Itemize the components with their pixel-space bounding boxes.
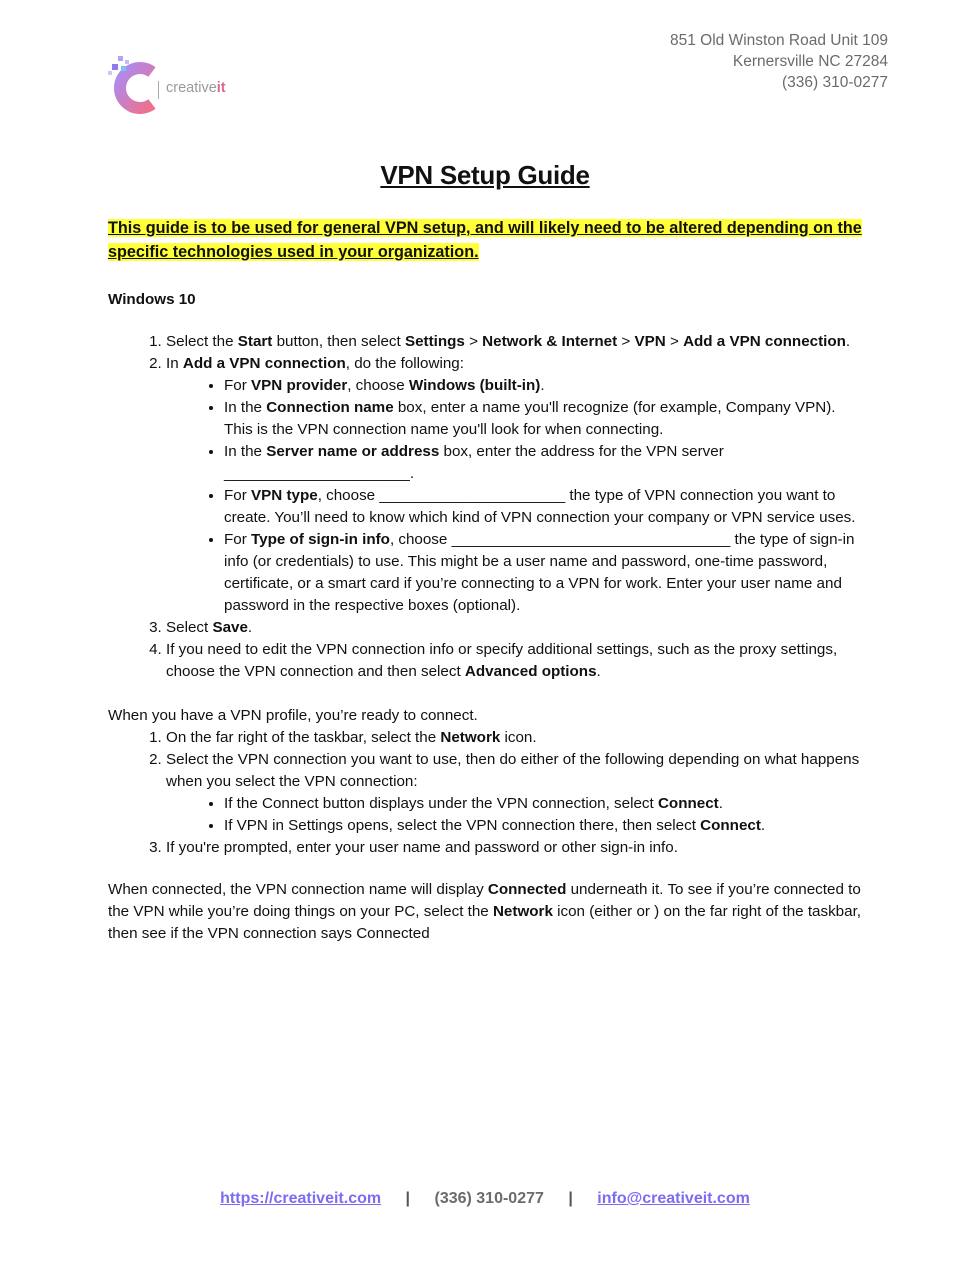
address-line-1: 851 Old Winston Road Unit 109 — [670, 32, 888, 49]
address-line-2: Kernersville NC 27284 — [732, 53, 888, 70]
website-link[interactable]: https://creativeit.com — [220, 1190, 382, 1207]
page-footer — [0, 1190, 970, 1208]
address-phone: (336) 310-0277 — [782, 74, 888, 91]
footer-separator: | — [568, 1190, 573, 1207]
connect-steps-list — [108, 727, 868, 859]
logo-wordmark: creativeit — [166, 80, 226, 96]
vpn-settings-bullets — [166, 375, 868, 617]
list-item: 1. Select the Start button, then select Settings > Network & Internet > VPN > Add a VPN connection. — [166, 331, 868, 353]
list-item: 2. Select the VPN connection you want to use, then do either of the following depending on what happens when you select the VPN connection: • If the Connect button displays under the VPN connection, select Connect. • If VPN in Settings opens, select the VPN connection there, then select Connect. — [166, 749, 868, 837]
list-item: 3. Select Save. — [166, 617, 868, 639]
list-item: • For VPN type, choose ______________________ the type of VPN connection you want to create. You’ll need to know which kind of VPN connection your company or VPN service uses. — [224, 485, 868, 529]
list-item: • For Type of sign-in info, choose _________________________________ the type of sign-in info (or credentials) to use. This might be a user name and password, one-time password, certificate, or a smart card if you’re connecting to a VPN for work. Enter your user name and password in the respective boxes (optional). — [224, 529, 868, 617]
page-title: VPN Setup Guide — [380, 160, 590, 190]
list-item: • For VPN provider, choose Windows (built-in). — [224, 375, 868, 397]
connect-intro: When you have a VPN profile, you’re ready to connect. — [108, 707, 478, 724]
section-heading: Windows 10 — [108, 291, 196, 308]
list-item: • In the Connection name box, enter a name you'll recognize (for example, Company VPN). This is the VPN connection name you'll look for when connecting. — [224, 397, 868, 441]
list-item: • In the Server name or address box, enter the address for the VPN server ______________________. — [224, 441, 868, 485]
document-body — [108, 289, 868, 945]
setup-steps-list — [108, 331, 868, 683]
list-item: 1. On the far right of the taskbar, select the Network icon. — [166, 727, 868, 749]
list-item: 4. If you need to edit the VPN connection info or specify additional settings, such as the proxy settings, choose the VPN connection and then select Advanced options. — [166, 639, 868, 683]
list-item: • If VPN in Settings opens, select the VPN connection there, then select Connect. — [224, 815, 868, 837]
list-item: 3. If you're prompted, enter your user name and password or other sign-in info. — [166, 837, 868, 859]
list-item: • If the Connect button displays under the VPN connection, select Connect. — [224, 793, 868, 815]
connect-bullets — [166, 793, 868, 837]
footer-separator: | — [405, 1190, 411, 1207]
closing-paragraph: When connected, the VPN connection name will display Connected underneath it. To see if you’re connected to the VPN while you’re doing things on your PC, select the Network icon (either or ) on the far right of the taskbar, then see if the VPN connection says Connected — [108, 881, 862, 942]
email-link[interactable]: info@creativeit.com — [597, 1190, 750, 1207]
list-item: 2. In Add a VPN connection, do the following: • For VPN provider, choose Windows (built-in). • In the Connection name box, enter a name you'll recognize (for example, Company VPN). This is the VPN connection name you'll look for when connecting. • In the Server name or address box, enter the address for the VPN server ______________________. • For VPN type, choose ______________________ the type of VPN connection you want to create. You’ll need to know which kind of VPN connection your company or VPN service uses. • For Type of sign-in info, choose _________________________________ the type of sign-in info (or credentials) to use. This might be a user name and password, one-time password, certificate, or a smart card if you’re connecting to a VPN for work. Enter your user name and password in the respective boxes (optional). — [166, 353, 868, 617]
logo-divider — [158, 81, 159, 99]
guide-notice: This guide is to be used for general VPN setup, and will likely need to be altered depending on the specific technologies used in your organization. — [108, 219, 862, 261]
company-address — [670, 30, 888, 93]
footer-phone: (336) 310-0277 — [434, 1190, 544, 1207]
